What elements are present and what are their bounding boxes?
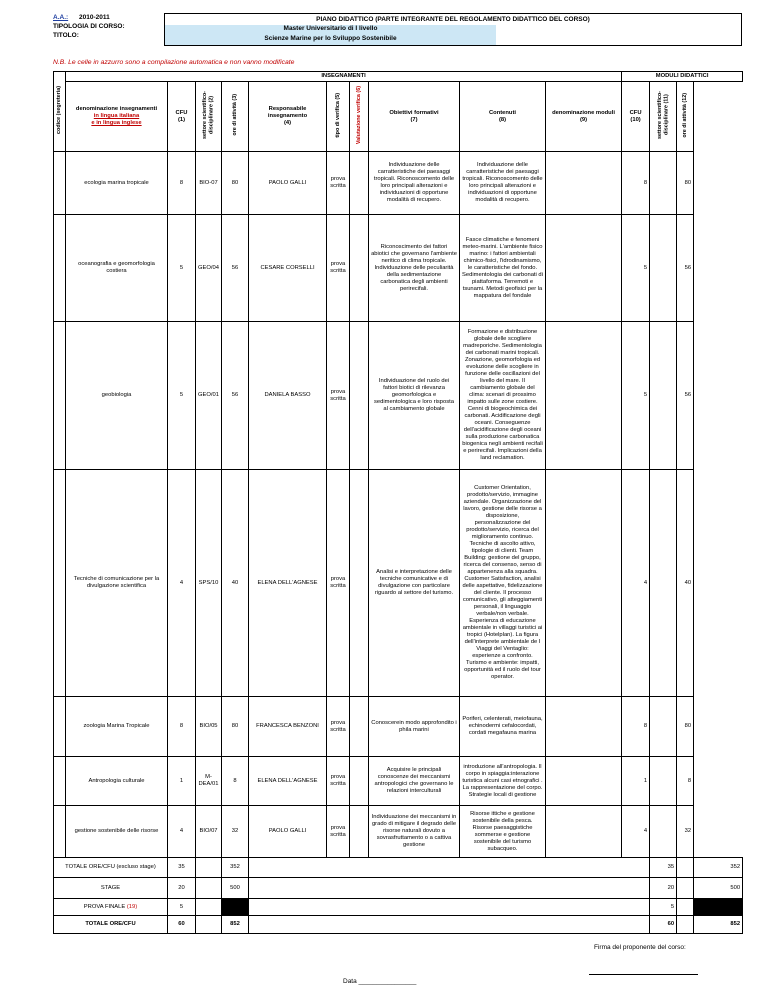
plan-title: PIANO DIDATTICO (PARTE INTEGRANTE DEL REGOLAMENTO DIDATTICO DEL CORSO) xyxy=(316,16,590,23)
cell-settore: SPS/10 xyxy=(196,470,222,697)
cell-denominazione: gestione sostenibile delle risorse xyxy=(66,806,168,858)
cell-contenuti: introduzione all'antropologia. Il corpo in spiaggia:interazione turistica alcuni casi etnografici . La rappresentazione del corpo. Strategie locali di gestione xyxy=(460,757,546,806)
cell-tipo-verifica: prova scritta xyxy=(327,806,350,858)
table-row xyxy=(54,757,743,806)
tot-escluso-blank xyxy=(196,858,222,878)
stage-ore-mod: 500 xyxy=(694,878,743,899)
totale-cfu-mod: 60 xyxy=(650,916,677,934)
cell-settore-mod xyxy=(650,757,677,806)
cell-codice xyxy=(54,757,66,806)
prova-cfu-mod: 5 xyxy=(650,899,677,916)
cell-ore-mod: 40 xyxy=(677,470,694,697)
col-valutazione: Valutazione verifica (6) xyxy=(350,82,369,152)
stage-ore: 500 xyxy=(222,878,249,899)
cell-cfu: 5 xyxy=(168,322,196,470)
column-header-row xyxy=(54,82,743,152)
col-den-moduli: denominazione moduli (9) xyxy=(546,82,622,152)
cell-denominazione: Tecniche di comunicazione per la divulgazione scientifica xyxy=(66,470,168,697)
cell-cfu-mod: 8 xyxy=(622,152,650,215)
cell-den-moduli xyxy=(546,215,622,322)
cell-denominazione: zoologia Marina Tropicale xyxy=(66,697,168,757)
cell-contenuti: Customer Orientation, prodotto/servizio, immagine aziendale. Organizzazione del lavoro, gestione delle risorse a disposizione, personalizzazione del prodotto/servizio, ricerca del miglioramento continuo. Tecniche di ascolto attivo, tipologie di clienti. Team Building: gestione del gruppo, ricerca del consenso, senso di appartenenza alla squadra. Customer Satisfaction, analisi delle aspettative, fidelizzazione del cliente. Il processo comunicativo, gli atteggiamenti personali, il linguaggio verbale/non verbale. Esperienza di educazione ambientale in villaggi turistici ai tropici (Hotelplan). La figura dell'interprete ambientale de I Viaggi del Ventaglio: esperienze a confronto. Turismo e ambiente: impatti, opportunità ed il ruolo del tour operator. xyxy=(460,470,546,697)
cell-obiettivi: Individuazione del ruolo dei fattori biotici di rilevanza geomorfologica e sedimentologica e loro risposta al cambiamento globale xyxy=(369,322,460,470)
cell-settore: BIO/05 xyxy=(196,697,222,757)
tot-escluso-cfu: 35 xyxy=(168,858,196,878)
cell-responsabile: FRANCESCA BENZONI xyxy=(249,697,327,757)
prova-blank-mod xyxy=(677,899,694,916)
cell-cfu: 8 xyxy=(168,697,196,757)
cell-ore: 8 xyxy=(222,757,249,806)
data-label: Data ________________ xyxy=(343,978,417,985)
tot-escluso-label: TOTALE ORE/CFU (escluso stage) xyxy=(54,858,168,878)
stage-blank xyxy=(196,878,222,899)
cell-cfu-mod: 5 xyxy=(622,215,650,322)
totale-cfu: 60 xyxy=(168,916,196,934)
tot-escluso-ore-mod: 352 xyxy=(694,858,743,878)
totale-ore: 852 xyxy=(222,916,249,934)
cell-valutazione xyxy=(350,152,369,215)
cell-contenuti: Formazione e distribuzione globale delle scogliere madreporiche. Sedimentologia dei carbonati marini tropicali. Zonazione, geomorfologia ed evoluzione delle scogliere in funzione delle oscillazioni del livello del mare. Il cambiamento globale del clima: scenari di prossimo impatto sulle zone costiere. Cenni di biogeochimica dei carbonati. Acidificazione degli oceani. Conseguenze dell'acidificazione degli oceani sulla produzione carbonatica biogenica negli ambienti recifali e perirecifali. Implicazioni della land reclamation. xyxy=(460,322,546,470)
cell-cfu-mod: 8 xyxy=(622,697,650,757)
cell-settore-mod xyxy=(650,806,677,858)
cell-settore-mod xyxy=(650,322,677,470)
tot-escluso-cfu-mod: 35 xyxy=(650,858,677,878)
cell-contenuti: Poriferi, celenterati, meiofauna, echinodermi cefalocordati, cordati megafauna marina xyxy=(460,697,546,757)
cell-settore: GEO/04 xyxy=(196,215,222,322)
cell-obiettivi: Conoscerein modo approfondito i phila marini xyxy=(369,697,460,757)
firma-label: Firma del proponente del corso: xyxy=(594,944,686,951)
totale-blank-mod xyxy=(677,916,694,934)
cell-settore: GEO/01 xyxy=(196,322,222,470)
cell-valutazione xyxy=(350,215,369,322)
tipologia-label: TIPOLOGIA DI CORSO: xyxy=(53,23,125,30)
cell-ore: 40 xyxy=(222,470,249,697)
cell-denominazione: geobiologia xyxy=(66,322,168,470)
cell-settore-mod xyxy=(650,215,677,322)
cell-valutazione xyxy=(350,322,369,470)
table-row xyxy=(54,215,743,322)
prova-row xyxy=(54,899,743,916)
aa-value: 2010-2011 xyxy=(79,14,110,21)
totals-row xyxy=(54,858,743,878)
cell-den-moduli xyxy=(546,806,622,858)
cell-codice xyxy=(54,470,66,697)
cell-responsabile: PAOLO GALLI xyxy=(249,806,327,858)
cell-ore-mod: 80 xyxy=(677,697,694,757)
note: N.B. Le celle in azzurro sono a compilazione automatica e non vanno modificate xyxy=(53,59,295,66)
table-row xyxy=(54,697,743,757)
cell-obiettivi: Individuazione dei meccanismi in grado di mitigare il degrado delle risorse naturali dovuto a sovrasfruttamento o a cattiva gestione xyxy=(369,806,460,858)
cell-ore: 80 xyxy=(222,152,249,215)
group-moduli: MODULI DIDATTICI xyxy=(622,72,743,82)
totale-label: TOTALE ORE/CFU xyxy=(54,916,168,934)
totale-row xyxy=(54,916,743,934)
cell-ore: 56 xyxy=(222,322,249,470)
cell-settore: M-DEA/01 xyxy=(196,757,222,806)
course-type: Master Universitario di I livello xyxy=(283,25,378,32)
table-row xyxy=(54,470,743,697)
col-settore: settore scientifico-disciplinare (2) xyxy=(196,82,222,152)
cell-ore: 32 xyxy=(222,806,249,858)
cell-obiettivi: Acquisire le principali conoscenze dei meccanismi antropologici che governano le relazioni interculturali xyxy=(369,757,460,806)
cell-den-moduli xyxy=(546,322,622,470)
firma-line xyxy=(589,974,698,975)
table-row xyxy=(54,806,743,858)
header-info xyxy=(53,13,164,40)
prova-black-mod xyxy=(694,899,743,916)
col-ore: ore di attività (3) xyxy=(222,82,249,152)
stage-cfu: 20 xyxy=(168,878,196,899)
cell-ore-mod: 56 xyxy=(677,215,694,322)
cell-obiettivi: Analisi e interpretazione delle tecniche comunicative e di divulgazione con particolare riguardo al settore del turismo. xyxy=(369,470,460,697)
cell-den-moduli xyxy=(546,757,622,806)
stage-blank-mod xyxy=(677,878,694,899)
cell-cfu-mod: 4 xyxy=(622,470,650,697)
cell-denominazione: oceanografia e geomorfologia costiera xyxy=(66,215,168,322)
cell-settore: BIO-07 xyxy=(196,152,222,215)
col-contenuti: Contenuti (8) xyxy=(460,82,546,152)
cell-cfu: 4 xyxy=(168,470,196,697)
col-tipo-verifica: tipo di verifica (5) xyxy=(327,82,350,152)
cell-contenuti: Fasce climatiche e fenomeni meteo-marini. L'ambiente fisico marino: i fattori ambientali chimico-fisici, l'idrodinamismo, le caratteristiche del fondo. Sedimentologia dei carbonati di piattaforma. Terremoti e tsunami. Metodi geofisici per la mappatura del fondale xyxy=(460,215,546,322)
cell-settore-mod xyxy=(650,697,677,757)
cell-cfu-mod: 1 xyxy=(622,757,650,806)
cell-valutazione xyxy=(350,757,369,806)
cell-settore-mod xyxy=(650,470,677,697)
cell-cfu: 4 xyxy=(168,806,196,858)
prova-blank xyxy=(196,899,222,916)
cell-settore-mod xyxy=(650,152,677,215)
cell-responsabile: PAOLO GALLI xyxy=(249,152,327,215)
cell-responsabile: ELENA DELL'AGNESE xyxy=(249,757,327,806)
cell-valutazione xyxy=(350,806,369,858)
prova-cfu: 5 xyxy=(168,899,196,916)
plan-table xyxy=(53,71,743,934)
cell-valutazione xyxy=(350,697,369,757)
cell-cfu: 8 xyxy=(168,152,196,215)
col-ore-mod: ore di attività (12) xyxy=(677,82,694,152)
cell-ore-mod: 8 xyxy=(677,757,694,806)
cell-ore: 80 xyxy=(222,697,249,757)
stage-row xyxy=(54,878,743,899)
cell-obiettivi: Individuazione delle carratteristiche dei paesaggi tropicali. Riconoscomento delle loro principali alterazioni e individuazioni di opportune modalità di recupero. xyxy=(369,152,460,215)
cell-tipo-verifica: prova scritta xyxy=(327,152,350,215)
cell-cfu: 1 xyxy=(168,757,196,806)
group-header-row xyxy=(54,72,743,82)
cell-ore: 56 xyxy=(222,215,249,322)
cell-codice xyxy=(54,806,66,858)
titolo-label: TITOLO: xyxy=(53,32,79,39)
cell-contenuti: Risorse ittiche e gestione sostenibile della pesca. Risorse paesaggistiche sommerse e gestione sostenibile del turismo subacqueo. xyxy=(460,806,546,858)
cell-tipo-verifica: prova scritta xyxy=(327,697,350,757)
cell-cfu: 5 xyxy=(168,215,196,322)
cell-codice xyxy=(54,215,66,322)
cell-codice xyxy=(54,322,66,470)
totale-ore-mod: 852 xyxy=(694,916,743,934)
cell-settore: BIO/07 xyxy=(196,806,222,858)
cell-den-moduli xyxy=(546,697,622,757)
aa-label: A.A.: xyxy=(53,14,69,21)
course-title: Scienze Marine per lo Sviluppo Sostenibile xyxy=(264,35,397,42)
cell-valutazione xyxy=(350,470,369,697)
cell-denominazione: Antropologia culturale xyxy=(66,757,168,806)
cell-ore-mod: 32 xyxy=(677,806,694,858)
cell-ore-mod: 80 xyxy=(677,152,694,215)
tot-escluso-ore: 352 xyxy=(222,858,249,878)
stage-label: STAGE xyxy=(54,878,168,899)
table-row xyxy=(54,322,743,470)
col-obiettivi: Obiettivi formativi (7) xyxy=(369,82,460,152)
col-responsabile: Responsabile insegnamento (4) xyxy=(249,82,327,152)
cell-denominazione: ecologia marina tropicale xyxy=(66,152,168,215)
totale-span xyxy=(249,916,650,934)
cell-tipo-verifica: prova scritta xyxy=(327,470,350,697)
col-cfu-mod: CFU (10) xyxy=(622,82,650,152)
cell-den-moduli xyxy=(546,470,622,697)
col-codice: codice (segreteria) xyxy=(54,72,66,152)
group-insegnamenti: INSEGNAMENTI xyxy=(66,72,622,82)
cell-obiettivi: Riconoscimento dei fattori abiotici che governano l'ambiente neritico di clima tropicale. Individuazione delle peculiarità della sedimentazione carbonatica degli ambienti perirecifali. xyxy=(369,215,460,322)
cell-tipo-verifica: prova scritta xyxy=(327,322,350,470)
cell-codice xyxy=(54,152,66,215)
col-settore-mod: settore scientifico-disciplinare (11) xyxy=(650,82,677,152)
tot-escluso-span xyxy=(249,858,650,878)
prova-black xyxy=(222,899,249,916)
cell-contenuti: Individuazione delle carratteristiche dei paesaggi tropicali. Riconoscomento delle loro principali alterazioni e individuazioni di opportune modalità di recupero. xyxy=(460,152,546,215)
cell-responsabile: CESARE CORSELLI xyxy=(249,215,327,322)
cell-codice xyxy=(54,697,66,757)
cell-responsabile: DANIELA BASSO xyxy=(249,322,327,470)
header-box xyxy=(164,13,742,46)
cell-tipo-verifica: prova scritta xyxy=(327,215,350,322)
col-cfu: CFU (1) xyxy=(168,82,196,152)
cell-cfu-mod: 5 xyxy=(622,322,650,470)
prova-label: PROVA FINALE (19) xyxy=(54,899,168,916)
aa-line xyxy=(53,13,164,22)
cell-tipo-verifica: prova scritta xyxy=(327,757,350,806)
table-row xyxy=(54,152,743,215)
cell-den-moduli xyxy=(546,152,622,215)
cell-ore-mod: 56 xyxy=(677,322,694,470)
tot-escluso-blank-mod xyxy=(677,858,694,878)
col-denominazione: denominazione insegnamenti in lingua italiana e in lingua inglese xyxy=(66,82,168,152)
stage-span xyxy=(249,878,650,899)
cell-cfu-mod: 4 xyxy=(622,806,650,858)
totale-blank xyxy=(196,916,222,934)
prova-span xyxy=(249,899,650,916)
cell-responsabile: ELENA DELL'AGNESE xyxy=(249,470,327,697)
stage-cfu-mod: 20 xyxy=(650,878,677,899)
